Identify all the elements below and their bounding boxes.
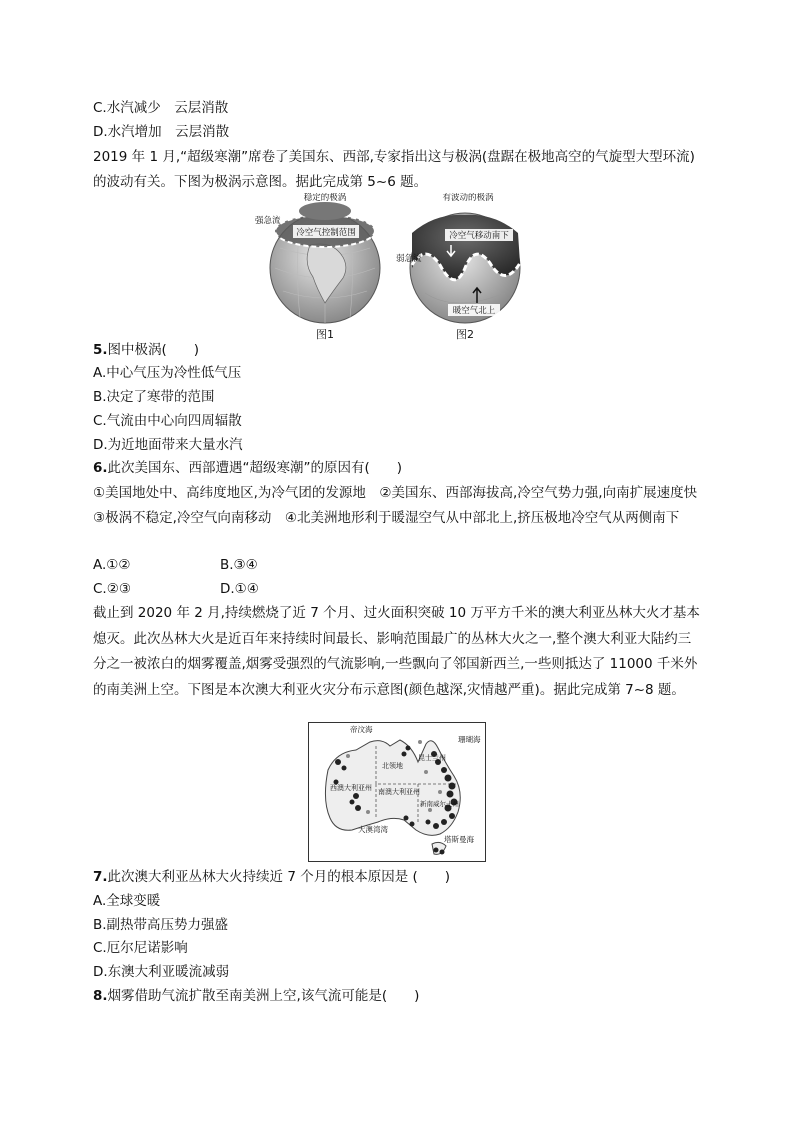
q6-option-row-1 <box>93 553 258 577</box>
q7-option-a: A.全球变暖 <box>93 893 161 909</box>
q7-option-b: B.副热带高压势力强盛 <box>93 917 229 933</box>
passage-australia-fires: 截止到 2020 年 2 月,持续燃烧了近 7 个月、过火面积突破 10 万平方千米的澳大利亚丛林大火才基本熄灭。此次丛林大火是近百年来持续时间最长、影响范围最广的丛林大火之一,整个澳大利亚大陆约三分之一被浓白的烟雾覆盖,烟雾受强烈的气流影响,一些飘向了邻国新西兰,一些则抵达了 11000 千米外的南美洲上空。下图是本次澳大利亚火灾分布示意图(颜色越深,灾情越严重)。据此完成第 7~8 题。 <box>93 605 700 698</box>
q7-number: 7. <box>93 869 108 885</box>
cold-air-south-label: 冷空气移动南下 <box>449 231 509 241</box>
question-8 <box>93 984 419 1008</box>
warm-air-north-label: 暖空气北上 <box>452 306 496 316</box>
tasman-sea-label: 塔斯曼海 <box>444 835 474 844</box>
question-5 <box>93 338 199 362</box>
western-australia-label: 西澳大利亚州 <box>330 784 372 792</box>
question-6 <box>93 456 402 480</box>
globe-wavy-vortex <box>396 193 520 341</box>
q5-option-a: A.中心气压为冷性低气压 <box>93 365 242 381</box>
q6-statements: ①美国地处中、高纬度地区,为冷气团的发源地 ②美国东、西部海拔高,冷空气势力强,向南扩展速度快 ③极涡不稳定,冷空气向南移动 ④北美洲地形利于暖湿空气从中部北上,挤压极地冷空气从两侧南下 <box>93 485 711 526</box>
question-7 <box>93 865 450 889</box>
wavy-vortex-title: 有波动的极涡 <box>442 193 494 203</box>
globe-stable-vortex <box>255 193 380 341</box>
q8-stem: 烟雾借助气流扩散至南美洲上空,该气流可能是( ) <box>107 988 420 1004</box>
q6-option-a: A.①② <box>93 557 131 573</box>
q6-option-row-2 <box>93 577 259 601</box>
q5-number: 5. <box>93 342 108 358</box>
q5-option-d: D.为近地面带来大量水汽 <box>93 437 243 453</box>
q7-option-c: C.厄尔尼诺影响 <box>93 940 188 956</box>
timor-sea-label: 帝汶海 <box>350 725 373 734</box>
south-australia-label: 南澳大利亚州 <box>378 788 420 796</box>
figure2-caption: 图2 <box>456 328 474 341</box>
q7-stem: 此次澳大利亚丛林大火持续近 7 个月的根本原因是 ( ) <box>107 869 451 885</box>
q6-option-b: B.③④ <box>220 557 258 573</box>
q6-stem: 此次美国东、西部遭遇“超级寒潮”的原因有( ) <box>107 460 403 476</box>
stable-vortex-title: 稳定的极涡 <box>303 193 347 203</box>
q7-option-d: D.东澳大利亚暖流减弱 <box>93 964 230 980</box>
cold-air-range-label: 冷空气控制范围 <box>296 228 356 238</box>
northern-territory-label: 北领地 <box>382 762 403 770</box>
weak-jet-label: 弱急流 <box>396 254 422 264</box>
queensland-label: 昆士兰州 <box>418 754 446 762</box>
passage-polar-vortex: 2019 年 1 月,“超级寒潮”席卷了美国东、西部,专家指出这与极涡(盘踞在极地高空的气旋型大型环流)的波动有关。下图为极涡示意图。据此完成第 5~6 题。 <box>93 149 695 190</box>
q5-option-c: C.气流由中心向四周辐散 <box>93 413 242 429</box>
q5-option-b: B.决定了寒带的范围 <box>93 389 215 405</box>
figure1-caption: 图1 <box>316 328 334 341</box>
coral-sea-label: 珊瑚海 <box>458 735 481 744</box>
option-c-prev: C.水汽减少 云层消散 <box>93 100 229 116</box>
new-south-wales-label: 新南威尔士州 <box>420 800 459 808</box>
q5-stem: 图中极涡( ) <box>107 342 200 358</box>
polar-vortex-figure <box>255 193 535 343</box>
option-d-prev: D.水汽增加 云层消散 <box>93 124 230 140</box>
q6-number: 6. <box>93 460 108 476</box>
q6-option-c: C.②③ <box>93 581 131 597</box>
q6-option-d: D.①④ <box>220 581 259 597</box>
australia-fire-map <box>308 722 486 862</box>
q8-number: 8. <box>93 988 108 1004</box>
great-australian-bight-label: 大澳湾湾 <box>358 825 388 834</box>
strong-jet-label: 强急流 <box>255 216 281 226</box>
